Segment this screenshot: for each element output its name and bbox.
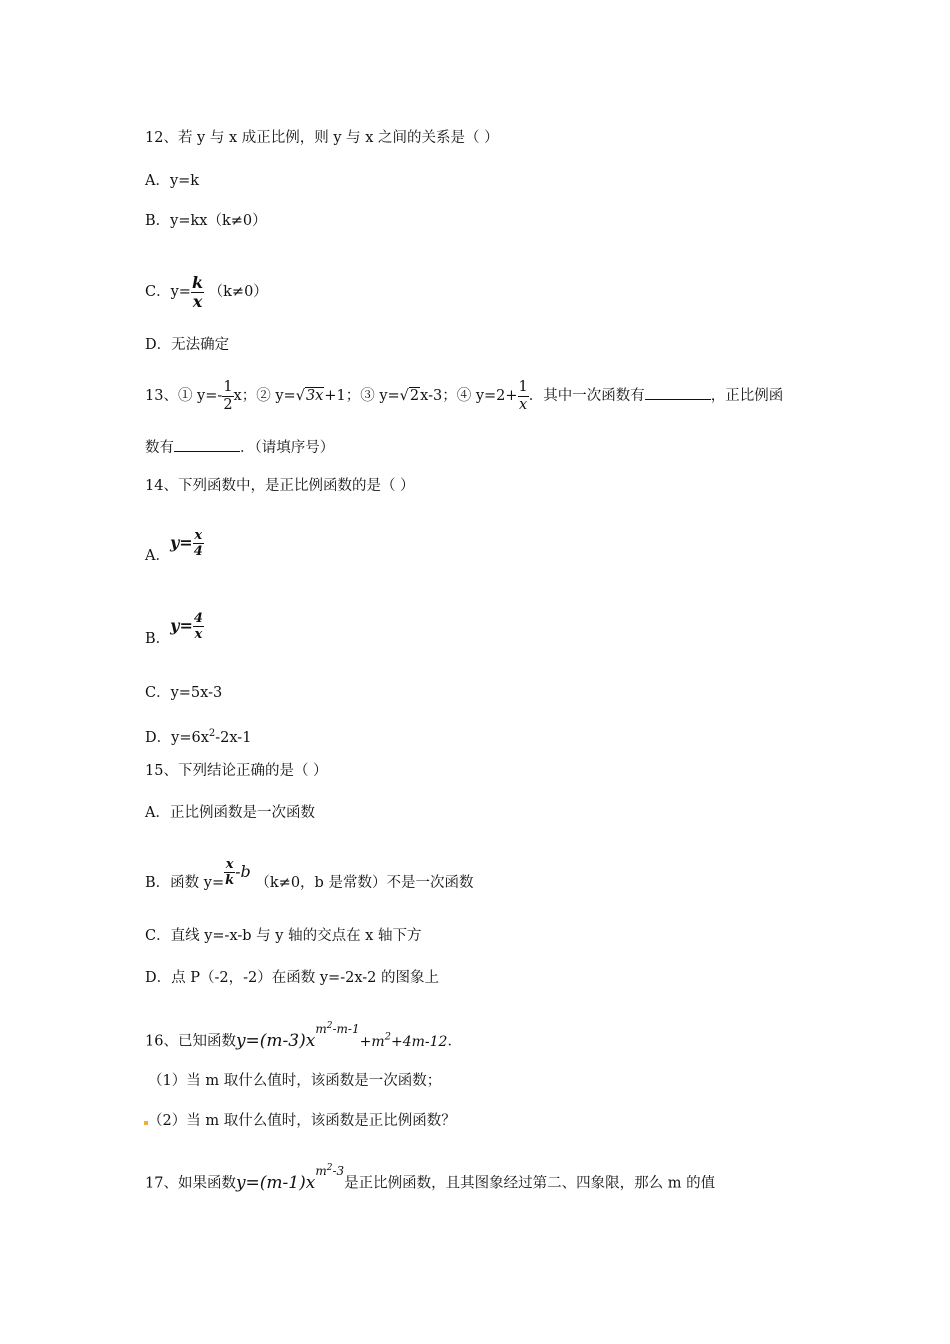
q12-option-a: A．y=k: [145, 173, 200, 189]
q14-a-num: x: [194, 528, 203, 543]
q14-b-den: x: [194, 627, 203, 642]
q15-b-pre: B．函数 y=: [145, 875, 225, 891]
q17-pre: 17、如果函数: [145, 1175, 236, 1192]
q13-p2: x；② y=: [233, 388, 296, 404]
q15-option-b: [145, 858, 473, 907]
q12-c-fraction: [191, 272, 204, 311]
q17-f-sup: m: [315, 1164, 327, 1178]
q17-stem: [145, 1154, 715, 1204]
q15-option-c: C．直线 y=-x-b 与 y 轴的交点在 x 轴下方: [145, 928, 422, 944]
q13-sqrt-1: 3x: [305, 388, 324, 404]
q15-b-num: x: [225, 857, 234, 872]
q17-f-main: y=(m-1)x: [235, 1172, 316, 1193]
q16-f-sq: 2: [384, 1031, 391, 1042]
q14-b-label: B．: [145, 631, 171, 647]
q13-p5: ．其中一次函数有: [528, 388, 645, 404]
q12-option-c: [145, 268, 268, 316]
q13-p4: x-3；④ y=2+: [420, 388, 518, 404]
q15-b-den: k: [225, 873, 235, 888]
sqrt-symbol: √: [399, 388, 409, 404]
q16-stem: [145, 1014, 462, 1060]
q15-b-tail: -b: [235, 862, 251, 881]
q15-b-formula: [224, 857, 251, 888]
q14-b-formula: y= $\frac{4}{x}$: [170, 611, 203, 642]
q13-f2-num: 1: [518, 379, 528, 395]
q15-stem: 15、下列结论正确的是（ ）: [145, 763, 328, 779]
q14-d-pre: D．y=6x: [145, 729, 209, 746]
q16-f-sup2: 2: [326, 1021, 333, 1031]
q17-post: 是正比例函数，且其图象经过第二、四象限，那么 m 的值: [344, 1175, 716, 1192]
q12-option-b: B．y=kx（k≠0）: [145, 213, 267, 229]
q16-f-main: y=(m-3)x: [235, 1030, 316, 1051]
q14-option-b: [145, 613, 204, 664]
q12-c-prefix: C．y=: [145, 284, 191, 300]
q14-d-post: -2x-1: [215, 729, 252, 746]
q12-stem: 12、若 y 与 x 成正比例，则 y 与 x 之间的关系是（ ）: [145, 130, 499, 146]
q13-p6: ，正比例函: [710, 388, 784, 404]
q14-d-sup: 2: [208, 728, 216, 739]
q16-f-rest: +4m-12: [390, 1033, 448, 1050]
q13-p1: 13、① y=-: [145, 388, 223, 404]
q15-b-post: （k≠0，b 是常数）不是一次函数: [255, 875, 474, 891]
q16-f-plus: +m: [359, 1033, 385, 1050]
q13-f2-den: x: [519, 396, 528, 413]
q13-p3: +1；③ y=: [324, 388, 400, 404]
q14-option-c: C．y=5x-3: [145, 685, 223, 701]
q14-b-num: 4: [193, 611, 203, 626]
q16-sub-2-text: （2）当 m 取什么值时，该函数是正比例函数？: [148, 1113, 456, 1129]
q16-f-sup: m: [315, 1022, 327, 1036]
q13-blank-2[interactable]: [174, 437, 240, 452]
q13-line2-b: ．（请填序号）: [240, 440, 335, 456]
q16-post: ．: [447, 1033, 462, 1050]
q16-f-sup3: -m-1: [332, 1022, 360, 1036]
q14-option-d: [145, 724, 251, 748]
q15-b-fraction: [224, 858, 235, 887]
q14-b-fraction: [193, 612, 204, 641]
q12-c-num: k: [191, 272, 204, 292]
q14-option-a: [145, 530, 204, 581]
q13-blank-1[interactable]: [645, 385, 711, 400]
q13-line2: [145, 437, 334, 458]
q17-formula: [235, 1163, 345, 1193]
q13-fraction-1: [222, 380, 233, 412]
q13-f1-den: 2: [223, 396, 233, 413]
q17-f-sup2: 2: [326, 1163, 333, 1173]
q14-a-lhs: y: [169, 533, 180, 552]
q12-c-suffix: （k≠0）: [208, 284, 268, 300]
q14-a-fraction: [193, 529, 204, 558]
q13-line2-a: 数有: [145, 440, 174, 456]
q15-option-a: A．正比例函数是一次函数: [145, 805, 315, 821]
q16-sub-2: [144, 1111, 456, 1131]
q14-a-den: 4: [193, 544, 203, 559]
q13-f1-num: 1: [223, 379, 233, 395]
q13-line1: [145, 372, 783, 420]
sqrt-symbol: √: [295, 388, 305, 404]
q17-f-sup3: -3: [332, 1164, 345, 1178]
q14-a-label: A．: [145, 548, 170, 564]
q14-b-lhs: y: [170, 616, 180, 635]
q15-option-d: D．点 P（-2，-2）在函数 y=-2x-2 的图象上: [145, 970, 439, 986]
q16-pre: 16、已知函数: [145, 1033, 236, 1050]
q14-a-formula: y= $\frac{x}{4}$: [169, 528, 203, 559]
q13-fraction-2: [518, 380, 529, 412]
q12-option-d: D．无法确定: [145, 337, 230, 353]
q13-sqrt-2: 2: [409, 388, 420, 404]
q12-c-den: x: [192, 291, 203, 311]
q14-stem: 14、下列函数中，是正比例函数的是（ ）: [145, 478, 415, 494]
q16-sub-1: （1）当 m 取什么值时，该函数是一次函数；: [148, 1073, 442, 1089]
q16-formula: [235, 1021, 448, 1051]
